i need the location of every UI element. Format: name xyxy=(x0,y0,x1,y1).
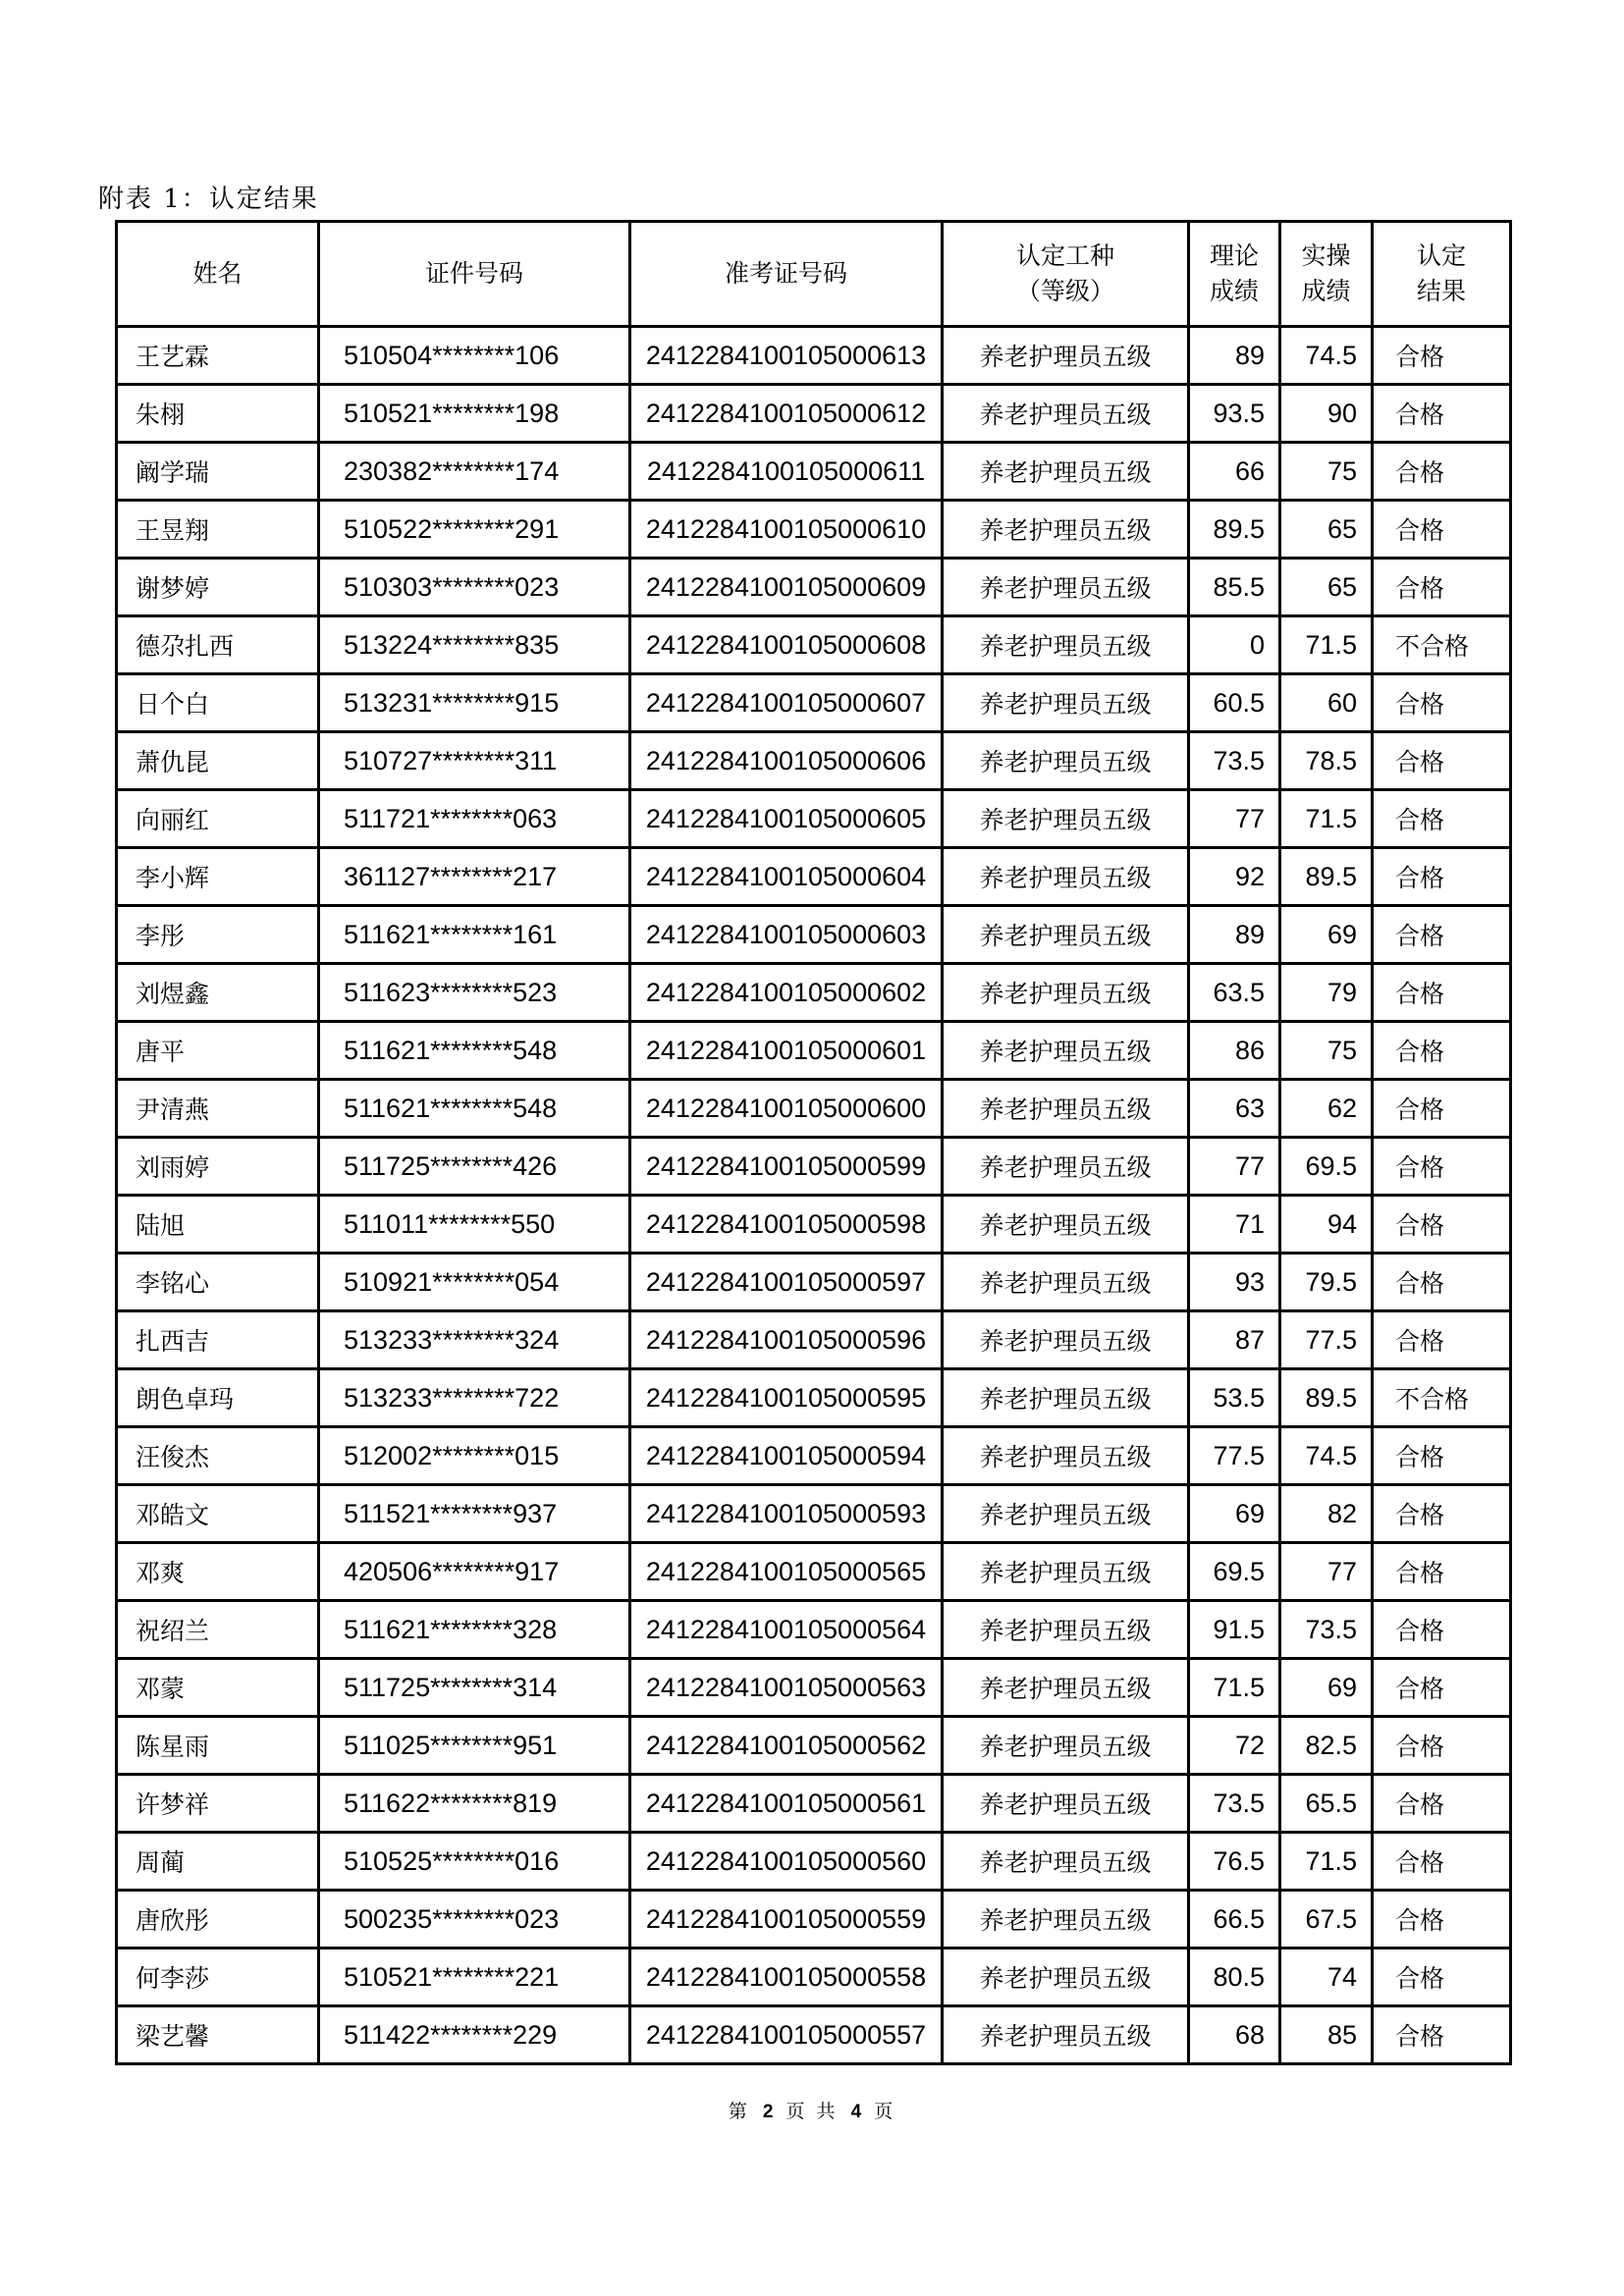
practical-score-cell: 71.5 xyxy=(1280,790,1373,848)
admission-ticket-cell: 2412284100105000593 xyxy=(630,1485,943,1543)
occupation-level-cell: 养老护理员五级 xyxy=(943,2006,1189,2064)
name-cell: 李小辉 xyxy=(117,848,319,906)
admission-ticket-cell: 2412284100105000603 xyxy=(630,906,943,964)
practical-score-cell: 89.5 xyxy=(1280,848,1373,906)
theory-score-cell: 0 xyxy=(1189,616,1280,674)
result-cell: 合格 xyxy=(1373,1659,1511,1717)
header-row xyxy=(117,222,1511,327)
name-cell: 陆旭 xyxy=(117,1196,319,1254)
result-cell: 合格 xyxy=(1373,1833,1511,1891)
theory-score-cell: 80.5 xyxy=(1189,1949,1280,2006)
table-row xyxy=(117,1717,1511,1775)
occupation-level-cell: 养老护理员五级 xyxy=(943,906,1189,964)
results-table xyxy=(115,220,1512,2065)
practical-score-cell: 78.5 xyxy=(1280,732,1373,790)
theory-score-cell: 92 xyxy=(1189,848,1280,906)
column-header-admission-ticket: 准考证号码 xyxy=(630,222,943,327)
admission-ticket-cell: 2412284100105000612 xyxy=(630,385,943,443)
admission-ticket-cell: 2412284100105000613 xyxy=(630,327,943,385)
theory-score-cell: 89 xyxy=(1189,327,1280,385)
occupation-level-cell: 养老护理员五级 xyxy=(943,1949,1189,2006)
table-row xyxy=(117,1485,1511,1543)
theory-score-cell: 77 xyxy=(1189,790,1280,848)
table-row xyxy=(117,1833,1511,1891)
theory-score-cell: 71 xyxy=(1189,1196,1280,1254)
name-cell: 唐欣彤 xyxy=(117,1891,319,1949)
name-cell: 朱栩 xyxy=(117,385,319,443)
column-header-practical-score: 实操 成绩 xyxy=(1280,222,1373,327)
admission-ticket-cell: 2412284100105000594 xyxy=(630,1427,943,1485)
id-number-cell: 510504********106 xyxy=(319,327,630,385)
id-number-cell: 511621********161 xyxy=(319,906,630,964)
theory-score-cell: 53.5 xyxy=(1189,1369,1280,1427)
practical-score-cell: 69.5 xyxy=(1280,1138,1373,1196)
id-number-cell: 511721********063 xyxy=(319,790,630,848)
id-number-cell: 511725********314 xyxy=(319,1659,630,1717)
admission-ticket-cell: 2412284100105000598 xyxy=(630,1196,943,1254)
practical-score-cell: 90 xyxy=(1280,385,1373,443)
table-row xyxy=(117,501,1511,559)
admission-ticket-cell: 2412284100105000596 xyxy=(630,1311,943,1369)
id-number-cell: 511422********229 xyxy=(319,2006,630,2064)
result-cell: 合格 xyxy=(1373,1543,1511,1601)
result-cell: 合格 xyxy=(1373,1775,1511,1833)
id-number-cell: 511521********937 xyxy=(319,1485,630,1543)
occupation-level-cell: 养老护理员五级 xyxy=(943,385,1189,443)
id-number-cell: 511621********548 xyxy=(319,1022,630,1080)
name-cell: 扎西吉 xyxy=(117,1311,319,1369)
theory-score-cell: 63.5 xyxy=(1189,964,1280,1022)
admission-ticket-cell: 2412284100105000606 xyxy=(630,732,943,790)
occupation-level-cell: 养老护理员五级 xyxy=(943,1080,1189,1138)
table-row xyxy=(117,1775,1511,1833)
table-row xyxy=(117,964,1511,1022)
table-row xyxy=(117,385,1511,443)
admission-ticket-cell: 2412284100105000597 xyxy=(630,1254,943,1311)
table-row xyxy=(117,1543,1511,1601)
admission-ticket-cell: 2412284100105000605 xyxy=(630,790,943,848)
theory-score-cell: 87 xyxy=(1189,1311,1280,1369)
theory-score-cell: 77.5 xyxy=(1189,1427,1280,1485)
name-cell: 王昱翔 xyxy=(117,501,319,559)
practical-score-cell: 65.5 xyxy=(1280,1775,1373,1833)
theory-score-cell: 60.5 xyxy=(1189,674,1280,732)
name-cell: 向丽红 xyxy=(117,790,319,848)
table-row xyxy=(117,327,1511,385)
name-cell: 李彤 xyxy=(117,906,319,964)
practical-score-cell: 65 xyxy=(1280,501,1373,559)
occupation-level-cell: 养老护理员五级 xyxy=(943,674,1189,732)
name-cell: 德尕扎西 xyxy=(117,616,319,674)
admission-ticket-cell: 2412284100105000600 xyxy=(630,1080,943,1138)
occupation-level-cell: 养老护理员五级 xyxy=(943,790,1189,848)
theory-score-cell: 85.5 xyxy=(1189,559,1280,616)
result-cell: 不合格 xyxy=(1373,1369,1511,1427)
practical-score-cell: 65 xyxy=(1280,559,1373,616)
id-number-cell: 511621********328 xyxy=(319,1601,630,1659)
admission-ticket-cell: 2412284100105000565 xyxy=(630,1543,943,1601)
occupation-level-cell: 养老护理员五级 xyxy=(943,1485,1189,1543)
name-cell: 朗色卓玛 xyxy=(117,1369,319,1427)
table-row xyxy=(117,1601,1511,1659)
result-cell: 合格 xyxy=(1373,964,1511,1022)
practical-score-cell: 73.5 xyxy=(1280,1601,1373,1659)
practical-score-cell: 89.5 xyxy=(1280,1369,1373,1427)
footer-label: 页 xyxy=(785,2101,808,2122)
id-number-cell: 510522********291 xyxy=(319,501,630,559)
practical-score-cell: 69 xyxy=(1280,1659,1373,1717)
id-number-cell: 513231********915 xyxy=(319,674,630,732)
admission-ticket-cell: 2412284100105000610 xyxy=(630,501,943,559)
name-cell: 梁艺馨 xyxy=(117,2006,319,2064)
admission-ticket-cell: 2412284100105000557 xyxy=(630,2006,943,2064)
table-row xyxy=(117,1659,1511,1717)
footer-label: 第 xyxy=(728,2101,750,2122)
column-header-occupation-level: 认定工种 （等级） xyxy=(943,222,1189,327)
result-cell: 合格 xyxy=(1373,1022,1511,1080)
id-number-cell: 510521********198 xyxy=(319,385,630,443)
admission-ticket-cell: 2412284100105000562 xyxy=(630,1717,943,1775)
practical-score-cell: 60 xyxy=(1280,674,1373,732)
result-cell: 合格 xyxy=(1373,732,1511,790)
name-cell: 阚学瑞 xyxy=(117,443,319,501)
occupation-level-cell: 养老护理员五级 xyxy=(943,1543,1189,1601)
occupation-level-cell: 养老护理员五级 xyxy=(943,1427,1189,1485)
table-row xyxy=(117,1080,1511,1138)
result-cell: 合格 xyxy=(1373,1254,1511,1311)
name-cell: 祝绍兰 xyxy=(117,1601,319,1659)
admission-ticket-cell: 2412284100105000564 xyxy=(630,1601,943,1659)
theory-score-cell: 86 xyxy=(1189,1022,1280,1080)
id-number-cell: 513224********835 xyxy=(319,616,630,674)
name-cell: 刘雨婷 xyxy=(117,1138,319,1196)
id-number-cell: 511623********523 xyxy=(319,964,630,1022)
name-cell: 谢梦婷 xyxy=(117,559,319,616)
table-row xyxy=(117,906,1511,964)
results-table-header xyxy=(117,222,1511,327)
footer-page-number: 2 xyxy=(762,2102,774,2122)
name-cell: 尹清燕 xyxy=(117,1080,319,1138)
practical-score-cell: 62 xyxy=(1280,1080,1373,1138)
practical-score-cell: 85 xyxy=(1280,2006,1373,2064)
table-row xyxy=(117,2006,1511,2064)
occupation-level-cell: 养老护理员五级 xyxy=(943,1311,1189,1369)
table-row xyxy=(117,1022,1511,1080)
practical-score-cell: 82 xyxy=(1280,1485,1373,1543)
id-number-cell: 510303********023 xyxy=(319,559,630,616)
occupation-level-cell: 养老护理员五级 xyxy=(943,501,1189,559)
result-cell: 合格 xyxy=(1373,1717,1511,1775)
theory-score-cell: 89.5 xyxy=(1189,501,1280,559)
table-row xyxy=(117,1254,1511,1311)
table-row xyxy=(117,1949,1511,2006)
id-number-cell: 513233********324 xyxy=(319,1311,630,1369)
column-header-theory-score: 理论 成绩 xyxy=(1189,222,1280,327)
table-row xyxy=(117,616,1511,674)
column-header-name: 姓名 xyxy=(117,222,319,327)
result-cell: 合格 xyxy=(1373,385,1511,443)
practical-score-cell: 79 xyxy=(1280,964,1373,1022)
id-number-cell: 230382********174 xyxy=(319,443,630,501)
admission-ticket-cell: 2412284100105000609 xyxy=(630,559,943,616)
name-cell: 李铭心 xyxy=(117,1254,319,1311)
practical-score-cell: 74 xyxy=(1280,1949,1373,2006)
practical-score-cell: 71.5 xyxy=(1280,616,1373,674)
column-header-result: 认定 结果 xyxy=(1373,222,1511,327)
theory-score-cell: 66 xyxy=(1189,443,1280,501)
table-row xyxy=(117,1427,1511,1485)
id-number-cell: 510921********054 xyxy=(319,1254,630,1311)
practical-score-cell: 82.5 xyxy=(1280,1717,1373,1775)
id-number-cell: 510521********221 xyxy=(319,1949,630,2006)
footer-label: 页 xyxy=(874,2101,896,2122)
result-cell: 合格 xyxy=(1373,1138,1511,1196)
id-number-cell: 361127********217 xyxy=(319,848,630,906)
occupation-level-cell: 养老护理员五级 xyxy=(943,1601,1189,1659)
name-cell: 邓皓文 xyxy=(117,1485,319,1543)
practical-score-cell: 94 xyxy=(1280,1196,1373,1254)
name-cell: 陈星雨 xyxy=(117,1717,319,1775)
practical-score-cell: 79.5 xyxy=(1280,1254,1373,1311)
table-row xyxy=(117,1369,1511,1427)
result-cell: 合格 xyxy=(1373,1427,1511,1485)
occupation-level-cell: 养老护理员五级 xyxy=(943,1254,1189,1311)
occupation-level-cell: 养老护理员五级 xyxy=(943,732,1189,790)
theory-score-cell: 69.5 xyxy=(1189,1543,1280,1601)
result-cell: 合格 xyxy=(1373,1891,1511,1949)
name-cell: 刘煜鑫 xyxy=(117,964,319,1022)
id-number-cell: 500235********023 xyxy=(319,1891,630,1949)
result-cell: 合格 xyxy=(1373,2006,1511,2064)
name-cell: 汪俊杰 xyxy=(117,1427,319,1485)
name-cell: 萧仇昆 xyxy=(117,732,319,790)
results-table-body xyxy=(117,327,1511,2064)
admission-ticket-cell: 2412284100105000560 xyxy=(630,1833,943,1891)
theory-score-cell: 73.5 xyxy=(1189,732,1280,790)
id-number-cell: 420506********917 xyxy=(319,1543,630,1601)
practical-score-cell: 77 xyxy=(1280,1543,1373,1601)
theory-score-cell: 72 xyxy=(1189,1717,1280,1775)
table-row xyxy=(117,1138,1511,1196)
id-number-cell: 510727********311 xyxy=(319,732,630,790)
practical-score-cell: 74.5 xyxy=(1280,1427,1373,1485)
theory-score-cell: 93 xyxy=(1189,1254,1280,1311)
page-footer xyxy=(0,2097,1624,2123)
name-cell: 何李莎 xyxy=(117,1949,319,2006)
id-number-cell: 513233********722 xyxy=(319,1369,630,1427)
practical-score-cell: 77.5 xyxy=(1280,1311,1373,1369)
occupation-level-cell: 养老护理员五级 xyxy=(943,1369,1189,1427)
practical-score-cell: 67.5 xyxy=(1280,1891,1373,1949)
occupation-level-cell: 养老护理员五级 xyxy=(943,1138,1189,1196)
table-row xyxy=(117,848,1511,906)
admission-ticket-cell: 2412284100105000559 xyxy=(630,1891,943,1949)
table-row xyxy=(117,1311,1511,1369)
admission-ticket-cell: 2412284100105000563 xyxy=(630,1659,943,1717)
occupation-level-cell: 养老护理员五级 xyxy=(943,559,1189,616)
admission-ticket-cell: 2412284100105000604 xyxy=(630,848,943,906)
occupation-level-cell: 养老护理员五级 xyxy=(943,1891,1189,1949)
theory-score-cell: 66.5 xyxy=(1189,1891,1280,1949)
name-cell: 日个白 xyxy=(117,674,319,732)
result-cell: 合格 xyxy=(1373,1196,1511,1254)
id-number-cell: 511621********548 xyxy=(319,1080,630,1138)
theory-score-cell: 93.5 xyxy=(1189,385,1280,443)
practical-score-cell: 75 xyxy=(1280,1022,1373,1080)
occupation-level-cell: 养老护理员五级 xyxy=(943,1775,1189,1833)
result-cell: 合格 xyxy=(1373,559,1511,616)
name-cell: 唐平 xyxy=(117,1022,319,1080)
admission-ticket-cell: 2412284100105000561 xyxy=(630,1775,943,1833)
id-number-cell: 510525********016 xyxy=(319,1833,630,1891)
theory-score-cell: 91.5 xyxy=(1189,1601,1280,1659)
result-cell: 合格 xyxy=(1373,790,1511,848)
table-row xyxy=(117,443,1511,501)
footer-total-pages: 4 xyxy=(850,2102,862,2122)
admission-ticket-cell: 2412284100105000601 xyxy=(630,1022,943,1080)
admission-ticket-cell: 2412284100105000599 xyxy=(630,1138,943,1196)
occupation-level-cell: 养老护理员五级 xyxy=(943,1022,1189,1080)
name-cell: 邓爽 xyxy=(117,1543,319,1601)
name-cell: 王艺霖 xyxy=(117,327,319,385)
result-cell: 合格 xyxy=(1373,674,1511,732)
theory-score-cell: 77 xyxy=(1189,1138,1280,1196)
result-cell: 不合格 xyxy=(1373,616,1511,674)
id-number-cell: 511622********819 xyxy=(319,1775,630,1833)
result-cell: 合格 xyxy=(1373,1080,1511,1138)
page-title: 附表 1：认定结果 xyxy=(98,185,319,214)
admission-ticket-cell: 2412284100105000608 xyxy=(630,616,943,674)
admission-ticket-cell: 2412284100105000595 xyxy=(630,1369,943,1427)
admission-ticket-cell: 2412284100105000607 xyxy=(630,674,943,732)
occupation-level-cell: 养老护理员五级 xyxy=(943,616,1189,674)
practical-score-cell: 69 xyxy=(1280,906,1373,964)
theory-score-cell: 68 xyxy=(1189,2006,1280,2064)
table-row xyxy=(117,674,1511,732)
result-cell: 合格 xyxy=(1373,1601,1511,1659)
id-number-cell: 511011********550 xyxy=(319,1196,630,1254)
admission-ticket-cell: 2412284100105000602 xyxy=(630,964,943,1022)
occupation-level-cell: 养老护理员五级 xyxy=(943,1833,1189,1891)
occupation-level-cell: 养老护理员五级 xyxy=(943,443,1189,501)
result-cell: 合格 xyxy=(1373,327,1511,385)
result-cell: 合格 xyxy=(1373,1949,1511,2006)
occupation-level-cell: 养老护理员五级 xyxy=(943,327,1189,385)
table-row xyxy=(117,1196,1511,1254)
table-row xyxy=(117,732,1511,790)
name-cell: 许梦祥 xyxy=(117,1775,319,1833)
theory-score-cell: 76.5 xyxy=(1189,1833,1280,1891)
result-cell: 合格 xyxy=(1373,443,1511,501)
result-cell: 合格 xyxy=(1373,848,1511,906)
result-cell: 合格 xyxy=(1373,501,1511,559)
table-row xyxy=(117,790,1511,848)
name-cell: 周蔺 xyxy=(117,1833,319,1891)
occupation-level-cell: 养老护理员五级 xyxy=(943,1717,1189,1775)
occupation-level-cell: 养老护理员五级 xyxy=(943,1196,1189,1254)
occupation-level-cell: 养老护理员五级 xyxy=(943,1659,1189,1717)
table-row xyxy=(117,1891,1511,1949)
theory-score-cell: 69 xyxy=(1189,1485,1280,1543)
id-number-cell: 512002********015 xyxy=(319,1427,630,1485)
practical-score-cell: 71.5 xyxy=(1280,1833,1373,1891)
practical-score-cell: 75 xyxy=(1280,443,1373,501)
practical-score-cell: 74.5 xyxy=(1280,327,1373,385)
table-row xyxy=(117,559,1511,616)
admission-ticket-cell: 2412284100105000611 xyxy=(630,443,943,501)
id-number-cell: 511025********951 xyxy=(319,1717,630,1775)
result-cell: 合格 xyxy=(1373,906,1511,964)
theory-score-cell: 89 xyxy=(1189,906,1280,964)
footer-label: 共 xyxy=(816,2101,839,2122)
admission-ticket-cell: 2412284100105000558 xyxy=(630,1949,943,2006)
result-cell: 合格 xyxy=(1373,1485,1511,1543)
result-cell: 合格 xyxy=(1373,1311,1511,1369)
theory-score-cell: 63 xyxy=(1189,1080,1280,1138)
occupation-level-cell: 养老护理员五级 xyxy=(943,964,1189,1022)
column-header-id-number: 证件号码 xyxy=(319,222,630,327)
id-number-cell: 511725********426 xyxy=(319,1138,630,1196)
name-cell: 邓蒙 xyxy=(117,1659,319,1717)
theory-score-cell: 73.5 xyxy=(1189,1775,1280,1833)
theory-score-cell: 71.5 xyxy=(1189,1659,1280,1717)
occupation-level-cell: 养老护理员五级 xyxy=(943,848,1189,906)
